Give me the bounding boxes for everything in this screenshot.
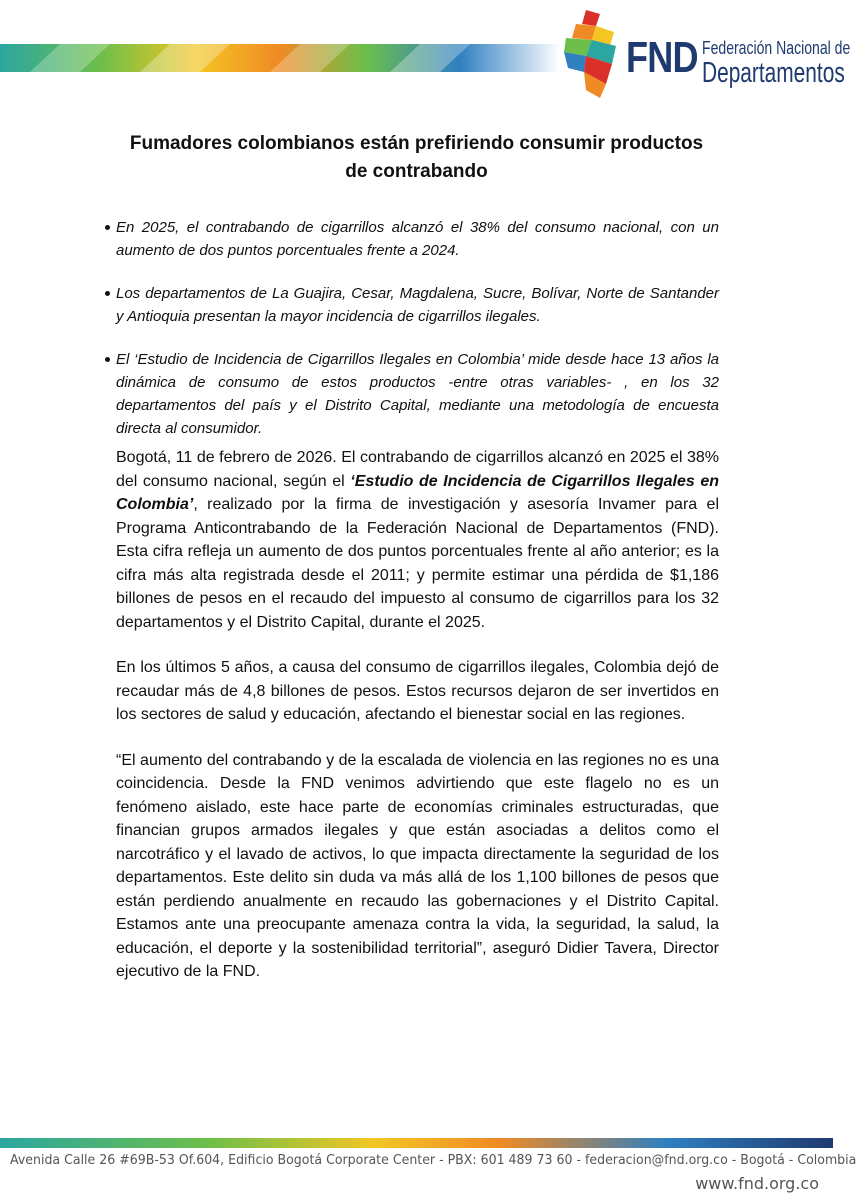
bullet-item xyxy=(116,216,719,262)
logo-name-line2: Departamentos xyxy=(702,57,845,89)
p1-intro: Bogotá, 11 de febrero de 2026. El contrabando de cigarrillos alcanzó en 2025 el 38% del consumo nacional, según el xyxy=(116,449,719,490)
title-line1: Fumadores colombianos están prefiriendo consumir productos xyxy=(129,133,704,154)
footer-color-band xyxy=(0,1138,833,1148)
fnd-logo xyxy=(556,8,851,100)
bullet-item xyxy=(116,348,719,440)
logo-abbrev: FND xyxy=(626,33,698,82)
footer-address: Avenida Calle 26 #69B-53 Of.604, Edificio Bogotá Corporate Center - PBX: 601 489 73 60 - federacion@fnd.org.co - Bogotá - Colombia xyxy=(10,1152,856,1168)
bullet-text: El ‘Estudio de Incidencia de Cigarrillos Ilegales en Colombia’ mide desde hace 13 años la dinámica de consumo de estos productos -entre otras variables- , en los 32 departamentos del país y el Distrito Capital, mediante una metodología de encuesta directa al consumidor. xyxy=(116,351,719,437)
p1-rest: , realizado por la firma de investigación y asesoría Invamer para el Programa Anticontrabando de la Federación Nacional de Departamentos (FND). Esta cifra refleja un aumento de dos puntos porcentuales frente al año anterior; es la cifra más alta registrada desde el 2011; y permite estimar una pérdida de $1,186 billones de pesos en el recaudo del impuesto al consumo de cigarrillos para los 32 departamentos y el Distrito Capital, durante el 2025. xyxy=(116,496,719,631)
header-color-band xyxy=(0,44,560,72)
document-title xyxy=(100,130,733,186)
article-body xyxy=(116,446,719,1006)
bullet-text: En 2025, el contrabando de cigarrillos alcanzó el 38% del consumo nacional, con un aumento de dos puntos porcentuales frente a 2024. xyxy=(116,219,719,259)
body-paragraph-3: “El aumento del contrabando y de la escalada de violencia en las regiones no es una coincidencia. Desde la FND venimos advirtiendo que este flagelo no es un fenómeno aislado, este hace parte de economías criminales estructuradas, que financian grupos armados ilegales y que están asociadas a delitos como el narcotráfico y el lavado de activos, lo que impacta directamente la seguridad de los departamentos. Este delito sin duda va más allá de los 1,100 billones de pesos que están perdiendo anualmente en recaudo las gobernaciones y el Distrito Capital. Estamos ante una preocupante amenaza contra la vida, la seguridad, la salud, la educación, el deporte y la sostenibilidad territorial”, aseguró Didier Tavera, Director ejecutivo de la FND. xyxy=(116,751,719,980)
footer-website-link[interactable]: www.fnd.org.co xyxy=(695,1174,819,1193)
bullet-text: Los departamentos de La Guajira, Cesar, Magdalena, Sucre, Bolívar, Norte de Santander y Antioquia presentan la mayor incidencia de cigarrillos ilegales. xyxy=(116,285,719,325)
study-name: ‘Estudio de Incidencia de Cigarrillos Ilegales en Colombia’ xyxy=(116,472,720,513)
bullet-dot-icon xyxy=(105,225,110,230)
logo-name-line1: Federación Nacional de xyxy=(702,38,851,58)
bullet-item xyxy=(116,282,719,328)
colombia-map-icon xyxy=(556,8,628,100)
title-line2: de contrabando xyxy=(345,161,488,182)
bullet-dot-icon xyxy=(105,291,110,296)
body-paragraph-1 xyxy=(116,446,719,634)
body-paragraph-2: En los últimos 5 años, a causa del consumo de cigarrillos ilegales, Colombia dejó de recaudar más de 4,8 billones de pesos. Estos recursos dejaron de ser invertidos en los sectores de salud y educación, afectando el bienestar social en las regiones. xyxy=(116,659,719,723)
bullet-dot-icon xyxy=(105,357,110,362)
summary-bullets xyxy=(116,216,719,460)
